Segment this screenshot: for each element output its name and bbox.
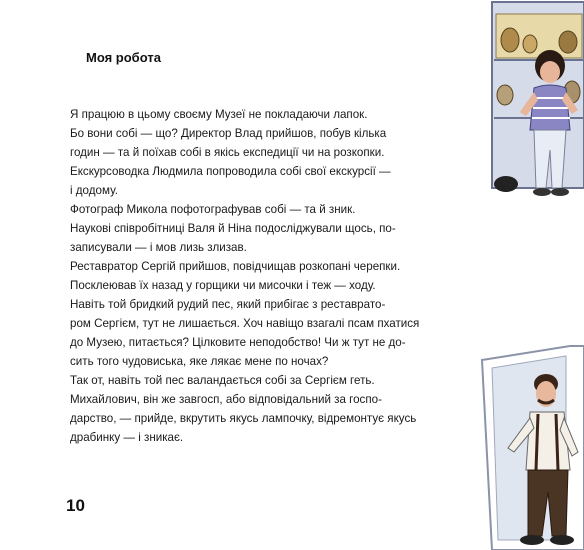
man-in-doorway-illustration (474, 340, 584, 550)
paragraph-9 (70, 390, 470, 409)
page-number: 10 (66, 496, 85, 515)
paragraph-7-cont (70, 352, 470, 371)
text-line: Я працюю в цьому своєму Музеї не покладаючи лапок. (70, 108, 368, 121)
text-line: Так от, навіть той пес валандається собі за Сергієм геть. (70, 374, 375, 387)
woman-at-display-case-illustration (490, 0, 584, 215)
text-line: драбинку — і зникає. (70, 431, 184, 444)
paragraph-1 (70, 105, 470, 124)
text-line: записували — і мов лизь злизав. (70, 241, 247, 254)
text-line: годин — та й поїхав собі в якісь експедиції чи на розкопки. (70, 146, 385, 159)
text-line: і додому. (70, 184, 118, 197)
chapter-heading: Моя робота (86, 50, 161, 65)
paragraph-7 (70, 295, 470, 314)
text-line: дарство, — прийде, вкрутить якусь лампочку, відремонтує якусь (70, 412, 417, 425)
paragraph-2 (70, 124, 470, 143)
text-line: ром Сергієм, тут не лишається. Хоч навіщо взагалі псам пхатися (70, 317, 420, 330)
paragraph-3 (70, 162, 470, 181)
body-text (70, 105, 470, 447)
paragraph-7-cont (70, 333, 470, 352)
text-line: Навіть той бридкий рудий пес, який прибігає з реставрато- (70, 298, 386, 311)
text-line: Посклеював їх назад у горщики чи мисочки і теж — ходу. (70, 279, 376, 292)
paragraph-7-cont (70, 314, 470, 333)
text-line: Екскурсоводка Людмила попроводила собі свої екскурсії — (70, 165, 391, 178)
text-line: Бо вони собі — що? Директор Влад прийшов, побув кілька (70, 127, 387, 140)
text-line: сить того чудовиська, яке лякає мене по ночах? (70, 355, 329, 368)
text-line: до Музею, питається? Цілковите неподобство! Чи ж тут не до- (70, 336, 406, 349)
paragraph-3-cont (70, 181, 470, 200)
text-line: Фотограф Микола пофотографував собі — та й зник. (70, 203, 356, 216)
paragraph-4 (70, 200, 470, 219)
paragraph-9-cont (70, 428, 470, 447)
text-line: Наукові співробітниці Валя й Ніна подосліджували щось, по- (70, 222, 396, 235)
paragraph-5 (70, 219, 470, 238)
text-line: Реставратор Сергій прийшов, повідчищав розкопані черепки. (70, 260, 401, 273)
paragraph-2-cont (70, 143, 470, 162)
text-line: Михайлович, він же завгосп, або відповідальний за госпо- (70, 393, 382, 406)
paragraph-8 (70, 371, 470, 390)
paragraph-6-cont (70, 276, 470, 295)
paragraph-6 (70, 257, 470, 276)
paragraph-9-cont (70, 409, 470, 428)
paragraph-5-cont (70, 238, 470, 257)
